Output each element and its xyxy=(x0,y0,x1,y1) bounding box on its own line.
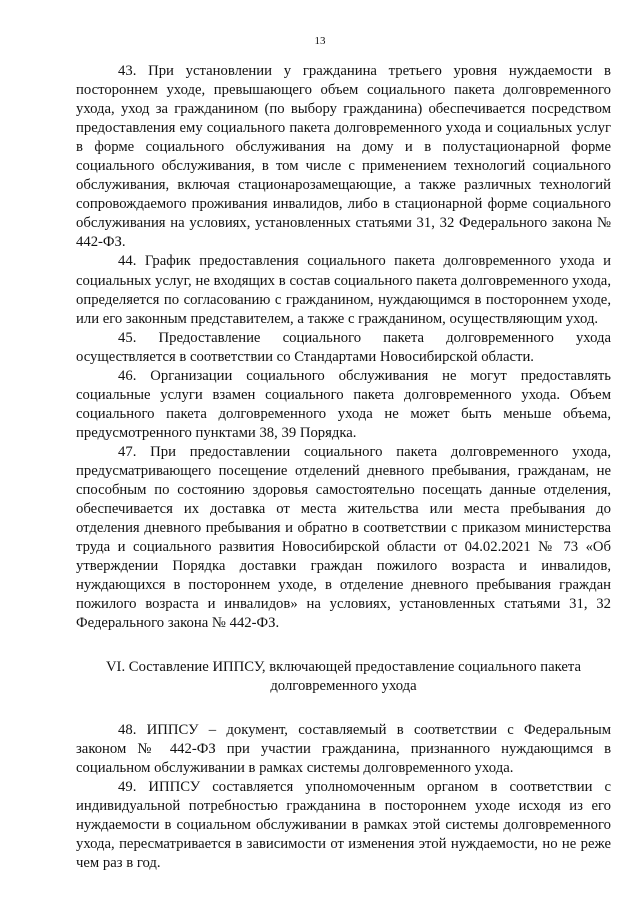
section-heading: VI. Составление ИППСУ, включающей предоставление социального пакета долговременного ухода xyxy=(105,659,582,695)
document-body xyxy=(76,62,611,873)
paragraph-47: 47. При предоставлении социального пакета долговременного ухода, предусматривающего посещение отделений дневного пребывания, гражданам, не способным по состоянию здоровья самостоятельно посещать данные отделения, обеспечивается их доставка от места жительства или места пребывания до отделения дневного пребывания и обратно в соответствии с приказом министерства труда и социального развития Новосибирской области от 04.02.2021 № 73 «Об утверждении Порядка доставки граждан пожилого возраста и инвалидов, нуждающихся в постороннем уходе, в отделение дневного пребывания граждан пожилого возраста и инвалидов» на условиях, установленных статьями 31, 32 Федерального закона № 442-ФЗ. xyxy=(76,443,611,632)
paragraph-44: 44. График предоставления социального пакета долговременного ухода и социальных услуг, не входящих в состав социального пакета долговременного ухода, определяется по согласованию с гражданином, нуждающимся в постороннем уходе, или его законным представителем, а также с гражданином, осуществляющим уход. xyxy=(76,253,611,327)
paragraph-46: 46. Организации социального обслуживания не могут предоставлять социальные услуги взамен социального пакета долговременного ухода. Объем социального пакета долговременного ухода не может быть меньше объема, предусмотренного пунктами 38, 39 Порядка. xyxy=(76,367,611,441)
page-number: 13 xyxy=(314,35,326,47)
paragraph-49: 49. ИППСУ составляется уполномоченным органом в соответствии с индивидуальной потребностью гражданина в постороннем уходе исходя из его нуждаемости в социальном обслуживании в рамках этой системы долговременного ухода, пересматривается в зависимости от изменения этой нуждаемости, но не реже чем раз в год. xyxy=(76,778,611,871)
paragraph-48: 48. ИППСУ – документ, составляемый в соответствии с Федеральным законом № 442-ФЗ при участии гражданина, признанного нуждающимся в социальном обслуживании в рамках системы долговременного ухода. xyxy=(76,721,611,776)
paragraph-43: 43. При установлении у гражданина третьего уровня нуждаемости в постороннем уходе, превышающего объем социального пакета долговременного ухода, уход за гражданином (по выбору гражданина) обеспечивается посредством предоставления ему социального пакета долговременного ухода и социальных услуг в форме социального обслуживания на дому и в полустационарной форме социального обслуживания, в том числе с применением технологий социального обслуживания, включая стационарозамещающие, а также различных технологий сопровождаемого проживания инвалидов, либо в стационарной форме социального обслуживания на условиях, установленных статьями 31, 32 Федерального закона № 442-ФЗ. xyxy=(76,63,611,251)
paragraph-45: 45. Предоставление социального пакета долговременного ухода осуществляется в соответствии со Стандартами Новосибирской области. xyxy=(76,329,611,365)
